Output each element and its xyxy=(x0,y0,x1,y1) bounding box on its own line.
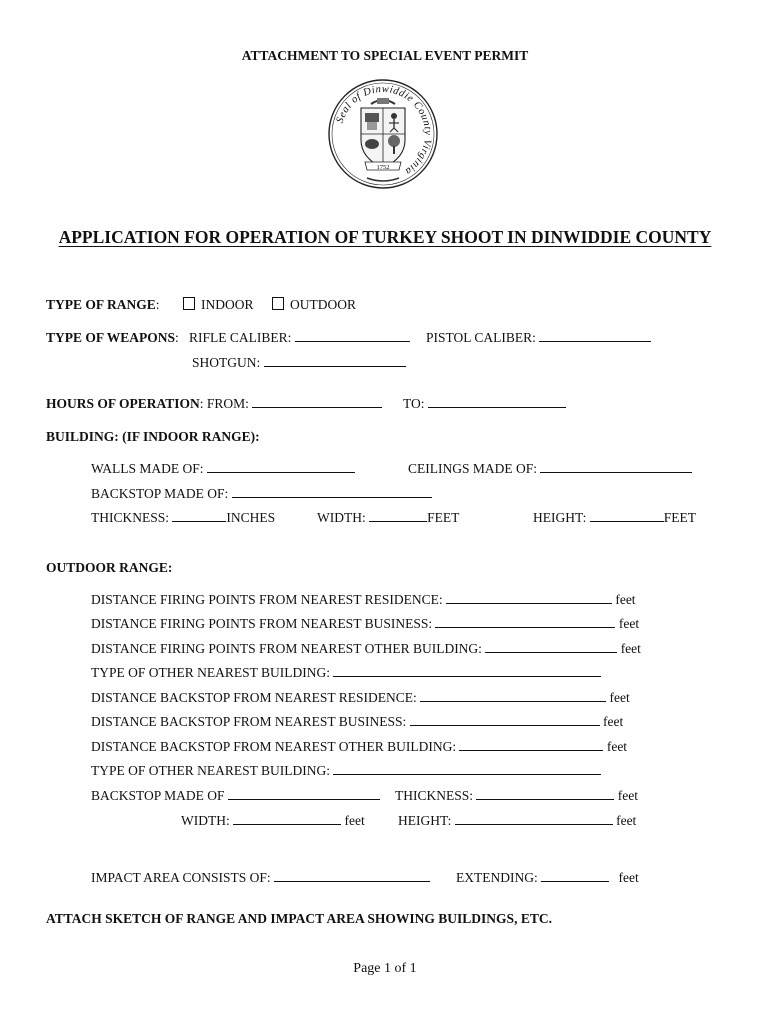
type-other-2-row xyxy=(91,763,601,779)
outdoor-thickness-field[interactable] xyxy=(476,788,614,800)
hours-row: HOURS OF OPERATION: FROM: xyxy=(46,396,382,412)
building-height-unit: FEET xyxy=(663,510,696,525)
outdoor-height-field[interactable] xyxy=(455,813,613,825)
extending-row xyxy=(456,870,639,886)
hours-to-field[interactable] xyxy=(428,396,566,408)
bs-residence-label: DISTANCE BACKSTOP FROM NEAREST RESIDENCE: xyxy=(91,690,417,705)
thickness-row xyxy=(91,510,275,526)
ceilings-row xyxy=(408,461,692,477)
outdoor-width-field[interactable] xyxy=(233,813,341,825)
thickness-label: THICKNESS: xyxy=(91,510,170,525)
shotgun-label: SHOTGUN: xyxy=(192,355,261,370)
outdoor-backstop-field[interactable] xyxy=(228,788,380,800)
indoor-checkbox[interactable] xyxy=(183,297,195,310)
ceilings-label: CEILINGS MADE OF: xyxy=(408,461,538,476)
type-other-1-row xyxy=(91,665,601,681)
outdoor-checkbox[interactable] xyxy=(272,297,284,310)
fp-residence-label: DISTANCE FIRING POINTS FROM NEAREST RESIDENCE: xyxy=(91,592,443,607)
rifle-caliber-field[interactable] xyxy=(295,330,410,342)
range-type-row: TYPE OF RANGE: xyxy=(46,297,160,312)
outdoor-width-unit: feet xyxy=(344,813,365,828)
pistol-caliber-field[interactable] xyxy=(539,330,651,342)
building-height-label: HEIGHT: xyxy=(533,510,587,525)
building-height-row xyxy=(533,510,696,526)
outdoor-height-row xyxy=(398,813,636,829)
fp-residence-field[interactable] xyxy=(446,592,612,604)
fp-business-unit: feet xyxy=(618,616,640,631)
extending-unit: feet xyxy=(618,870,639,885)
inches-label: INCHES xyxy=(226,510,276,525)
document-header: ATTACHMENT TO SPECIAL EVENT PERMIT xyxy=(241,48,529,63)
form-title: APPLICATION FOR OPERATION OF TURKEY SHOOT IN DINWIDDIE COUNTY xyxy=(58,227,712,247)
impact-field[interactable] xyxy=(274,870,430,882)
bs-other-label: DISTANCE BACKSTOP FROM NEAREST OTHER BUILDING: xyxy=(91,739,457,754)
type-other-2-field[interactable] xyxy=(333,763,601,775)
impact-row xyxy=(91,870,430,886)
building-width-unit: FEET xyxy=(427,510,460,525)
fp-business-label: DISTANCE FIRING POINTS FROM NEAREST BUSINESS: xyxy=(91,616,433,631)
fp-other-field[interactable] xyxy=(485,641,617,653)
indoor-label: INDOOR xyxy=(201,297,254,312)
pistol-caliber-row xyxy=(426,330,651,346)
fp-other-label: DISTANCE FIRING POINTS FROM NEAREST OTHER BUILDING: xyxy=(91,641,482,656)
outdoor-heading: OUTDOOR RANGE: xyxy=(46,560,173,575)
fp-other-unit: feet xyxy=(620,641,641,656)
outdoor-width-label: WIDTH: xyxy=(181,813,230,828)
pistol-caliber-label: PISTOL CALIBER: xyxy=(426,330,536,345)
outdoor-option[interactable] xyxy=(272,297,356,313)
outdoor-thickness-unit: feet xyxy=(617,788,638,803)
attach-sketch-note: ATTACH SKETCH OF RANGE AND IMPACT AREA SHOWING BUILDINGS, ETC. xyxy=(46,911,552,926)
impact-label: IMPACT AREA CONSISTS OF: xyxy=(91,870,271,885)
fp-business-row xyxy=(91,616,639,632)
hours-label: HOURS OF OPERATION xyxy=(46,396,200,411)
bs-other-field[interactable] xyxy=(459,739,603,751)
hours-to-label: TO: xyxy=(403,396,425,411)
indoor-option[interactable] xyxy=(183,297,254,313)
bs-business-label: DISTANCE BACKSTOP FROM NEAREST BUSINESS: xyxy=(91,714,407,729)
outdoor-width-row xyxy=(181,813,365,829)
backstop-row xyxy=(91,486,432,502)
bs-residence-field[interactable] xyxy=(420,690,606,702)
bs-residence-unit: feet xyxy=(609,690,630,705)
building-width-label: WIDTH: xyxy=(317,510,366,525)
backstop-field[interactable] xyxy=(232,486,432,498)
outdoor-backstop-row xyxy=(91,788,380,804)
fp-business-field[interactable] xyxy=(435,616,615,628)
outdoor-label: OUTDOOR xyxy=(290,297,356,312)
outdoor-thickness-label: THICKNESS: xyxy=(395,788,474,803)
bs-other-row xyxy=(91,739,627,755)
walls-label: WALLS MADE OF: xyxy=(91,461,204,476)
building-heading: BUILDING: (IF INDOOR RANGE): xyxy=(46,429,260,444)
svg-text:1752: 1752 xyxy=(376,164,390,171)
bs-residence-row xyxy=(91,690,630,706)
outdoor-backstop-label: BACKSTOP MADE OF xyxy=(91,788,225,803)
range-type-label: TYPE OF RANGE xyxy=(46,297,156,312)
rifle-caliber-label: RIFLE CALIBER: xyxy=(189,330,292,345)
shotgun-field[interactable] xyxy=(264,355,406,367)
fp-residence-row xyxy=(91,592,636,608)
extending-field[interactable] xyxy=(541,870,609,882)
bs-other-unit: feet xyxy=(606,739,628,754)
page-number: Page 1 of 1 xyxy=(353,961,417,976)
extending-label: EXTENDING: xyxy=(456,870,538,885)
svg-text:Seal of Dinwiddie County Virgi: Seal of Dinwiddie County Virginia xyxy=(334,83,434,177)
hours-from-label: FROM: xyxy=(206,396,249,411)
weapons-row: TYPE OF WEAPONS: xyxy=(46,330,179,345)
rifle-caliber-row xyxy=(189,330,410,346)
type-other-2-label: TYPE OF OTHER NEAREST BUILDING: xyxy=(91,763,330,778)
outdoor-height-label: HEIGHT: xyxy=(398,813,452,828)
building-width-row xyxy=(317,510,459,526)
outdoor-thickness-row xyxy=(395,788,638,804)
outdoor-height-unit: feet xyxy=(616,813,637,828)
bs-business-field[interactable] xyxy=(410,714,600,726)
bs-business-unit: feet xyxy=(602,714,624,729)
backstop-label: BACKSTOP MADE OF: xyxy=(91,486,229,501)
weapons-label: TYPE OF WEAPONS xyxy=(46,330,176,345)
hours-from-field[interactable] xyxy=(252,396,382,408)
hours-to-row xyxy=(403,396,566,412)
type-other-1-field[interactable] xyxy=(333,665,601,677)
building-height-field[interactable] xyxy=(590,510,664,522)
shotgun-row xyxy=(192,355,406,371)
walls-field[interactable] xyxy=(207,461,355,473)
ceilings-field[interactable] xyxy=(540,461,692,473)
building-width-field[interactable] xyxy=(369,510,427,522)
walls-row xyxy=(91,461,355,477)
thickness-field[interactable] xyxy=(172,510,226,522)
county-seal-logo xyxy=(327,78,439,190)
bs-business-row xyxy=(91,714,623,730)
fp-other-row xyxy=(91,641,641,657)
type-other-1-label: TYPE OF OTHER NEAREST BUILDING: xyxy=(91,665,330,680)
fp-residence-unit: feet xyxy=(615,592,636,607)
